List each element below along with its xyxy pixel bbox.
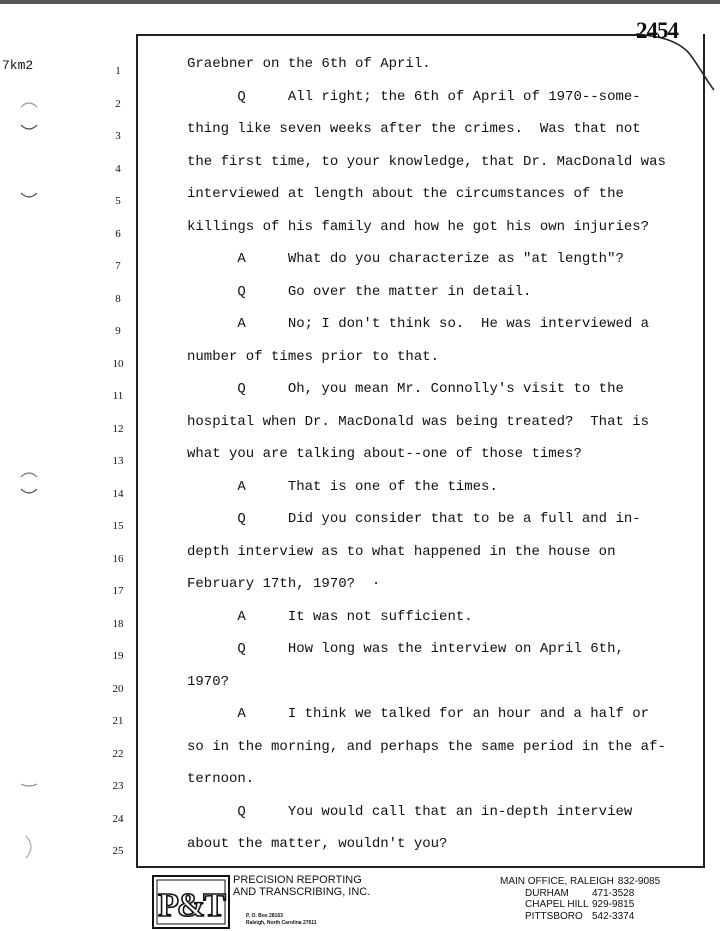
- transcript-line: about the matter, wouldn't you?: [187, 836, 448, 852]
- hole-punch-mark-icon: [18, 190, 40, 202]
- transcript-line: A It was not sufficient.: [187, 608, 473, 625]
- office-row: [500, 899, 660, 911]
- hole-punch-mark-icon: [18, 468, 40, 480]
- line-number: 4: [115, 162, 121, 175]
- transcript-line: Q You would call that an in-depth interview: [187, 803, 633, 820]
- hole-punch-mark-icon: [18, 486, 40, 498]
- line-number: 14: [112, 487, 124, 500]
- office-phone: 471-3528: [592, 887, 635, 899]
- line-number: 1: [115, 65, 121, 77]
- line-number: 16: [112, 552, 124, 565]
- line-number: 22: [112, 747, 124, 760]
- transcript-line: Q Go over the matter in detail.: [187, 283, 532, 300]
- transcript-line: Q Did you consider that to be a full and in-: [187, 511, 641, 527]
- transcript-line: A That is one of the times.: [187, 478, 498, 495]
- transcript-line: what you are talking about--one of those times?: [187, 446, 582, 462]
- po-box: P. O. Box 28163: [246, 913, 283, 919]
- office-name: MAIN OFFICE, RALEIGH: [500, 876, 614, 887]
- office-name: DURHAM: [525, 887, 569, 899]
- transcript-line: the first time, to your knowledge, that Dr. MacDonald was: [187, 153, 666, 170]
- office-name: CHAPEL HILL: [525, 899, 589, 911]
- hole-punch-mark-icon: [18, 98, 40, 110]
- line-number: 7: [115, 260, 121, 272]
- company-line-1: PRECISION REPORTING: [233, 874, 362, 886]
- office-name: PITTSBORO: [525, 910, 583, 922]
- line-number: 19: [112, 650, 124, 662]
- line-number: 10: [112, 357, 124, 370]
- line-number: 6: [115, 227, 121, 240]
- city-line: Raleigh, North Carolina 27611: [246, 920, 317, 926]
- transcript-line: ternoon.: [187, 771, 255, 787]
- transcript-line: interviewed at length about the circumstances of the: [187, 186, 624, 202]
- transcript-line: A I think we talked for an hour and a half or: [187, 706, 650, 722]
- company-name: [233, 874, 370, 898]
- transcript-line: Q Oh, you mean Mr. Connolly's visit to the: [187, 381, 624, 397]
- transcript-line: 1970?: [187, 673, 230, 690]
- transcript-line: A What do you characterize as "at length"?: [187, 251, 624, 267]
- line-number: 5: [115, 195, 121, 207]
- office-row: [500, 876, 660, 888]
- hole-punch-mark-icon: [18, 834, 40, 860]
- transcript-line: A No; I don't think so. He was interviewed a: [187, 316, 650, 332]
- transcript-line: thing like seven weeks after the crimes. Was that not: [187, 121, 641, 137]
- line-number: 15: [112, 520, 124, 532]
- line-number: 21: [112, 715, 124, 727]
- line-number: 25: [112, 845, 124, 857]
- company-address: [246, 913, 317, 927]
- office-phone: 832-9085: [617, 876, 661, 887]
- company-line-2: AND TRANSCRIBING, INC.: [233, 886, 371, 898]
- office-row: [500, 888, 660, 900]
- transcript-line: Graebner on the 6th of April.: [187, 56, 431, 72]
- line-number: 2: [115, 97, 121, 110]
- line-number: 8: [115, 292, 121, 305]
- line-number: 23: [112, 780, 124, 792]
- office-list: [500, 876, 660, 922]
- line-number: 17: [112, 585, 124, 597]
- transcript-line: number of times prior to that.: [187, 348, 440, 365]
- line-number: 13: [112, 455, 124, 467]
- office-phone: 929-9815: [592, 899, 635, 911]
- line-number: 9: [115, 325, 121, 337]
- logo-text: P&T: [158, 887, 224, 924]
- line-number: 3: [115, 130, 121, 142]
- line-number: 12: [112, 422, 124, 435]
- transcript-line: February 17th, 1970? ·: [187, 576, 381, 592]
- transcript-line: killings of his family and how he got his own injuries?: [187, 218, 650, 235]
- line-number: 20: [112, 682, 124, 695]
- line-number: 11: [112, 390, 124, 402]
- margin-note: 7km2: [2, 58, 34, 73]
- hole-punch-mark-icon: [18, 778, 40, 790]
- line-number: 18: [112, 617, 124, 630]
- office-row: [500, 911, 660, 923]
- transcript-line: depth interview as to what happened in the house on: [187, 543, 616, 560]
- transcript-line: so in the morning, and perhaps the same period in the af-: [187, 738, 666, 755]
- pt-logo: [152, 875, 230, 929]
- transcript-line: Q How long was the interview on April 6th,: [187, 641, 624, 657]
- transcript-line: Q All right; the 6th of April of 1970--some-: [187, 88, 641, 105]
- office-phone: 542-3374: [592, 910, 635, 922]
- hole-punch-mark-icon: [18, 122, 40, 134]
- page-number: 2454: [636, 18, 678, 43]
- line-number: 24: [112, 812, 124, 825]
- transcript-line: hospital when Dr. MacDonald was being treated? That is: [187, 413, 650, 430]
- page-top-edge: [0, 0, 720, 4]
